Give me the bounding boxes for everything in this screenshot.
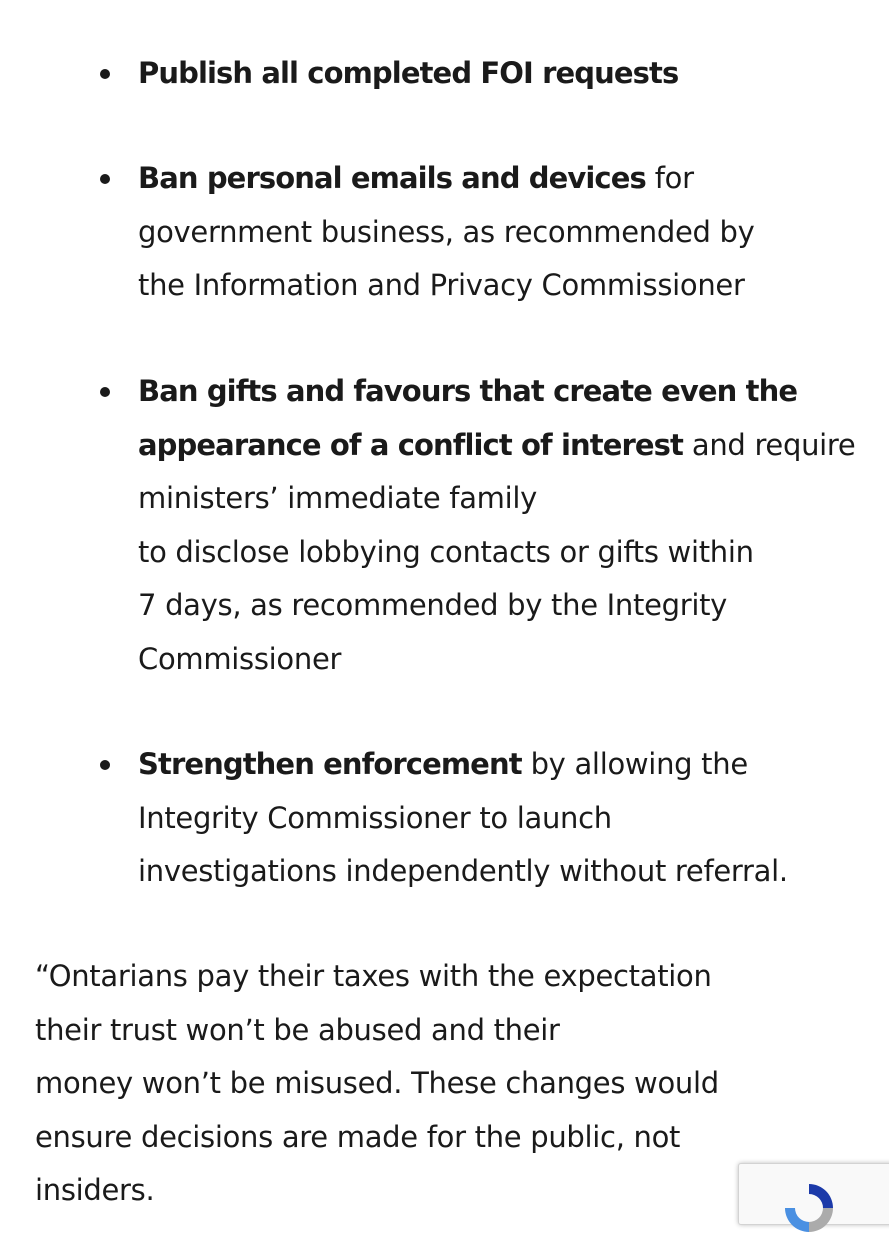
bullet-line: government business, as recommended by <box>138 214 755 249</box>
quote-line: insiders. <box>35 1173 155 1207</box>
list-item <box>138 152 868 313</box>
bullet-line: the Information and Privacy Commissioner <box>138 268 745 302</box>
bullet-text-bold: Publish all completed FOI requests <box>138 56 679 90</box>
bullet-dot-icon <box>100 760 110 770</box>
list-item <box>138 365 868 686</box>
bullet-line <box>138 152 868 206</box>
bullet-text-bold: Ban gifts and favours that create even the <box>138 374 798 408</box>
bullet-line: ministers’ immediate family <box>138 481 538 515</box>
quote-line: ensure decisions are made for the public, not <box>35 1119 681 1154</box>
quote-line: “Ontarians pay their taxes with the expectation <box>35 959 712 993</box>
bullet-line: Commissioner <box>138 641 342 676</box>
bullet-line <box>138 419 868 473</box>
bullet-text-bold: Ban personal emails and devices <box>138 161 646 195</box>
bullet-line: Integrity Commissioner to launch <box>138 800 612 835</box>
bullet-line <box>138 738 868 792</box>
bullet-text-bold: appearance of a conflict of interest <box>138 427 683 462</box>
quote-line: money won’t be misused. These changes would <box>35 1066 719 1100</box>
bullet-line: to disclose lobbying contacts or gifts within <box>138 534 754 569</box>
list-item <box>138 738 868 899</box>
bullet-dot-icon <box>100 174 110 184</box>
bullet-text: and require <box>682 427 856 462</box>
bullet-text: by allowing the <box>521 747 748 781</box>
recaptcha-badge[interactable] <box>738 1163 889 1225</box>
bullet-dot-icon <box>100 69 110 79</box>
bullet-line: 7 days, as recommended by the Integrity <box>138 588 728 622</box>
bullet-dot-icon <box>100 387 110 397</box>
list-item <box>138 47 868 101</box>
quote-line: their trust won’t be abused and their <box>35 1012 560 1047</box>
bullet-text-bold: Strengthen enforcement <box>138 747 522 781</box>
bullet-line: investigations independently without referral. <box>138 854 788 888</box>
recaptcha-icon <box>779 1178 839 1238</box>
bullet-text: for <box>645 161 694 195</box>
